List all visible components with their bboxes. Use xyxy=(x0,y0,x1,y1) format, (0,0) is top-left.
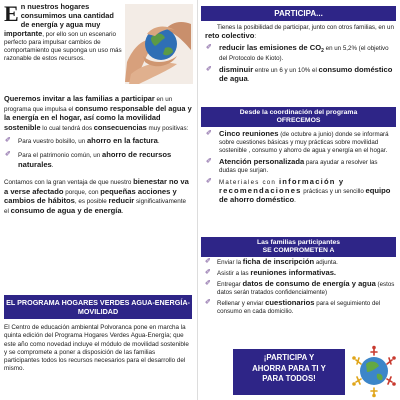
bullet-end: . xyxy=(51,161,54,169)
participa-header: PARTICIPA... xyxy=(201,6,396,21)
bullet-text: Para el patrimonio común, un xyxy=(18,151,103,159)
participa-intro xyxy=(205,24,395,41)
bullet-emphasis: consumo doméstico de agua xyxy=(219,65,393,84)
commitment-item xyxy=(205,258,395,267)
left-column xyxy=(4,0,194,400)
offer-text: para ayudar a resolver las dudas que surjan. xyxy=(219,159,378,174)
pencil-icon: ✐ xyxy=(206,158,212,165)
invite-text-2: lo cual tendrá dos xyxy=(40,124,94,132)
advantage-emphasis-4: consumo de agua y de energía xyxy=(10,205,122,215)
pencil-icon: ✐ xyxy=(206,66,212,74)
pencil-icon: ✐ xyxy=(206,44,212,51)
compromete-title-1: Las familias participantes xyxy=(256,239,341,246)
bullet-item xyxy=(205,44,395,63)
offer-emphasis: equipo de ahorro doméstico xyxy=(219,186,391,204)
bullet-end: . xyxy=(247,76,250,84)
offer-text: (de octubre a junio) donde se informará sobre cuestiones básicas y muy prácticas sobre movilidad sostenible , consumo y ahorro de agua y energía en el hogar. xyxy=(219,131,389,154)
column-divider xyxy=(197,0,198,400)
intro-paragraph xyxy=(4,3,122,63)
advantage-emphasis-3: reducir xyxy=(108,196,135,206)
offer-item xyxy=(205,178,395,205)
commitment-emphasis: datos de consumo de energía y agua xyxy=(242,279,376,288)
commitment-text: Asistir a las xyxy=(217,270,251,277)
ofrecemos-header xyxy=(201,107,396,127)
commitment-text: Entregar xyxy=(217,281,243,288)
bullet-item xyxy=(4,151,192,170)
bullet-item xyxy=(205,66,395,84)
participa-cta-box xyxy=(233,349,345,395)
participa-end: : xyxy=(254,33,257,40)
commitment-note: (estos datos serán tratados confidencialmente) xyxy=(217,281,395,296)
invite-section xyxy=(4,95,192,217)
commitment-text: Enviar la xyxy=(217,259,243,266)
pencil-icon: ✐ xyxy=(205,258,211,265)
commitment-end: adjunta. xyxy=(314,259,338,266)
offer-emphasis: Atención personalizada xyxy=(219,157,305,166)
bullet-text: Para vuestro bolsillo, un xyxy=(18,138,87,146)
bullet-end: . xyxy=(157,138,160,146)
bullet-emphasis: disminuir xyxy=(219,65,254,75)
bullet-text: entre un 6 y un 10% el xyxy=(253,67,319,75)
cta-line-3: PARA TODOS! xyxy=(262,374,316,383)
commitment-text: Rellenar y enviar xyxy=(217,300,266,307)
advantage-text-3: , es posible xyxy=(74,198,109,206)
right-column xyxy=(201,0,396,400)
intro-lead: n nuestros hogares consumimos una cantidad de energía y agua muy importante xyxy=(4,2,114,38)
invite-paragraph xyxy=(4,95,192,133)
invite-text-1: en un programa que impulsa el xyxy=(4,96,173,113)
pencil-icon: ✐ xyxy=(5,137,11,145)
intro-rest: , por ello son un escenario perfecto para impulsar cambios de comportamiento que suponga un uso más razonable de estos recursos. xyxy=(4,31,122,62)
pencil-icon: ✐ xyxy=(5,150,11,158)
compromete-title-2: SE COMPROMETEN A xyxy=(262,247,335,254)
commitment-end: para el seguimiento del consumo en cada domicilio. xyxy=(217,300,381,315)
offer-text: Materiales con xyxy=(219,179,279,186)
invite-emphasis: consumo responsable del agua y la energía en el hogar, así como la movilidad sostenible xyxy=(4,103,192,132)
advantage-end: . xyxy=(121,207,124,215)
co2-subscript: 2 xyxy=(321,48,324,55)
offer-item xyxy=(205,158,395,175)
program-description: El Centro de educación ambiental Polvoranca pone en marcha la quinta edición del Programa Hogares Verdes Agua-Energía; que este año como novedad incluye el módulo de movilidad sostenible y se compromete a poner a disposición de las familias participantes todos los recursos necesarios para el desarrollo del mismo. xyxy=(4,324,189,373)
bullet-item xyxy=(4,137,192,147)
commitment-emphasis: reuniones informativas. xyxy=(250,268,337,277)
commitment-emphasis: cuestionarios xyxy=(265,298,315,307)
offer-item xyxy=(205,130,395,155)
drop-cap: E xyxy=(4,1,19,26)
commitment-item xyxy=(205,269,395,278)
bullet-emphasis: ahorro en la factura xyxy=(86,136,158,146)
ofrecemos-section xyxy=(205,127,395,205)
ofrecemos-title-1: Desde la coordinación del programa xyxy=(239,109,358,116)
offer-end: . xyxy=(294,197,296,204)
invite-lead: Queremos invitar a las familias a participar xyxy=(4,94,155,103)
advantage-text-2: porque, con xyxy=(63,188,101,196)
ofrecemos-title-2: OFRECEMOS xyxy=(276,117,321,124)
offer-emphasis: información y recomendaciones xyxy=(219,177,345,195)
hands-globe-image xyxy=(125,4,193,84)
participa-emphasis: reto colectivo xyxy=(205,31,255,40)
pencil-icon: ✐ xyxy=(206,178,212,185)
advantage-emphasis-1: bienestar no va a verse afectado xyxy=(4,177,189,196)
advantage-emphasis-2: pequeñas acciones y cambios de hábitos xyxy=(4,186,177,206)
program-title-banner: EL PROGRAMA HOGARES VERDES AGUA-ENERGÍA-MOVILIDAD xyxy=(4,295,192,319)
offer-text: prácticas y un sencillo xyxy=(301,188,366,195)
compromete-header xyxy=(201,237,396,257)
advantage-text-1: Contamos con la gran ventaja de que nuestro xyxy=(4,179,134,187)
commitment-emphasis: ficha de inscripción xyxy=(242,257,315,266)
pencil-icon: ✐ xyxy=(205,299,211,306)
advantage-paragraph xyxy=(4,178,192,216)
bullet-emphasis: reducir las emisiones de CO xyxy=(219,43,322,52)
pencil-icon: ✐ xyxy=(206,130,212,137)
commitment-item xyxy=(205,280,395,297)
children-around-globe-image xyxy=(351,344,397,398)
cta-line-2: AHORRA PARA TI Y xyxy=(252,363,326,373)
invite-consequences: consecuencias xyxy=(93,122,147,132)
invite-text-3: muy positivas: xyxy=(146,124,189,132)
participa-text: Tienes la posibilidad de participar, junto con otros familias, en un xyxy=(217,24,394,31)
compromete-section xyxy=(205,256,395,316)
pencil-icon: ✐ xyxy=(205,269,211,276)
advantage-text-4: significativamente el xyxy=(4,198,187,215)
cta-line-1: ¡PARTICIPA Y xyxy=(263,353,315,362)
bullet-text: en un 5,2% (el objetivo del Protocolo de Kioto). xyxy=(219,45,389,63)
offer-emphasis: Cinco reuniones xyxy=(219,129,279,138)
pencil-icon: ✐ xyxy=(205,280,211,287)
bullet-emphasis: ahorro de recursos naturales xyxy=(18,149,172,169)
participa-section xyxy=(205,24,395,84)
commitment-item xyxy=(205,299,395,316)
